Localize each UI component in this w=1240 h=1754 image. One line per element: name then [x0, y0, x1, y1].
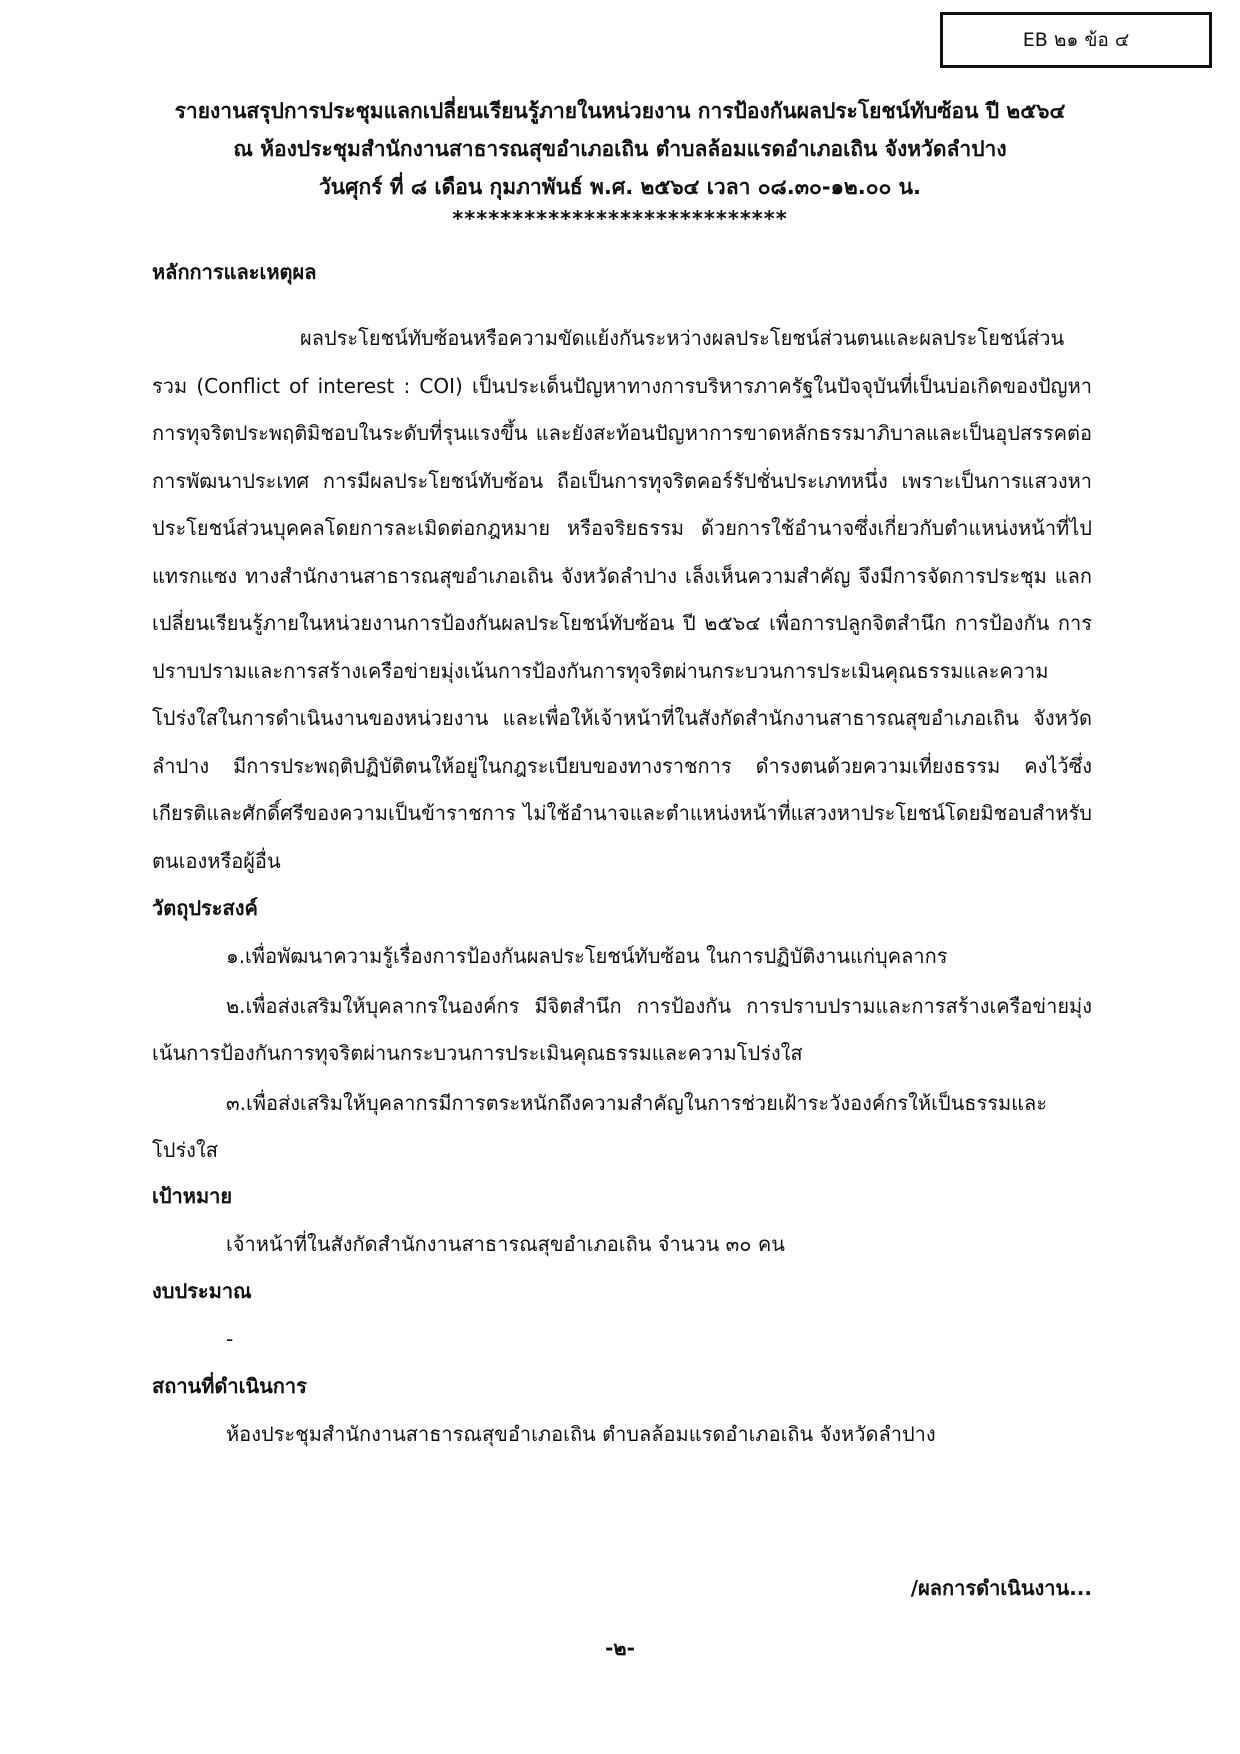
header-datetime: วันศุกร์ ที่ ๘ เดือน กุมภาพันธ์ พ.ศ. ๒๕๖๔ เวลา ๐๘.๓๐-๑๒.๐๐ น. [318, 175, 922, 199]
section-heading-target: เป้าหมาย [152, 1183, 233, 1208]
principle-paragraph: ผลประโยชน์ทับซ้อนหรือความขัดแย้งกันระหว่างผลประโยชน์ส่วนตนและผลประโยชน์ส่วนรวม (Conflict of interest : COI) เป็นประเด็นปัญหาทางการบริหารภาครัฐในปัจจุบันที่เป็นบ่อเกิดของปัญหาการทุจริตประพฤติมิชอบในระดับที่รุนแรงขึ้น และยังสะท้อนปัญหาการขาดหลักธรรมาภิบาลและเป็นอุปสรรคต่อการพัฒนาประเทศ การมีผลประโยชน์ทับซ้อน ถือเป็นการทุจริตคอร์รัปชั่นประเภทหนึ่ง เพราะเป็นการแสวงหาประโยชน์ส่วนบุคคลโดยการละเมิดต่อกฎหมาย หรือจริยธรรม ด้วยการใช้อำนาจซึ่งเกี่ยวกับตำแหน่งหน้าที่ไปแทรกแซง ทางสำนักงานสาธารณสุขอำเภอเถิน จังหวัดลำปาง เล็งเห็นความสำคัญ จึงมีการจัดการประชุม แลกเปลี่ยนเรียนรู้ภายในหน่วยงานการป้องกันผลประโยชน์ทับซ้อน ปี ๒๕๖๔ เพื่อการปลูกจิตสำนึก การป้องกัน การปราบปรามและการสร้างเครือข่ายมุ่งเน้นการป้องกันการทุจริตผ่านกระบวนการประเมินคุณธรรมและความโปร่งใสในการดำเนินงานของหน่วยงาน และเพื่อให้เจ้าหน้าที่ในสังกัดสำนักงานสาธารณสุขอำเภอเถิน จังหวัดลำปาง มีการประพฤติปฏิบัติตนให้อยู่ในกฎระเบียบของทางราชการ ดำรงตนด้วยความเที่ยงธรรม คงไว้ซึ่งเกียรติและศักดิ์ศรีของความเป็นข้าราชการ ไม่ใช้อำนาจและตำแหน่งหน้าที่แสวงหาประโยชน์โดยมิชอบสำหรับตนเองหรือผู้อื่น [152, 326, 1092, 873]
venue-text: ห้องประชุมสำนักงานสาธารณสุขอำเภอเถิน ตำบลล้อมแรดอำเภอเถิน จังหวัดลำปาง [226, 1421, 936, 1446]
section-heading-venue: สถานที่ดำเนินการ [152, 1373, 307, 1398]
document-body [152, 255, 1092, 1458]
section-heading-objectives: วัตถุประสงค์ [152, 896, 258, 920]
section-heading-budget: งบประมาณ [152, 1278, 252, 1303]
continued-marker: /ผลการดำเนินงาน... [910, 1576, 1092, 1600]
objective-item-3: ๓.เพื่อส่งเสริมให้บุคลากรมีการตระหนักถึงความสำคัญในการช่วยเฝ้าระวังองค์กรให้เป็นธรรมและโปร่งใส [152, 1090, 1048, 1162]
target-text: เจ้าหน้าที่ในสังกัดสำนักงานสาธารณสุขอำเภอเถิน จำนวน ๓๐ คน [226, 1231, 785, 1256]
document-reference: EB ๒๑ ข้อ ๔ [1022, 29, 1130, 51]
header-location: ณ ห้องประชุมสำนักงานสาธารณสุขอำเภอเถิน ตำบลล้อมแรดอำเภอเถิน จังหวัดลำปาง [233, 137, 1007, 161]
document-reference-box [940, 12, 1212, 68]
objective-item-1: ๑.เพื่อพัฒนาความรู้เรื่องการป้องกันผลประโยชน์ทับซ้อน ในการปฏิบัติงานแก่บุคลากร [226, 944, 948, 968]
document-header [100, 92, 1140, 232]
page-number: -๒- [605, 1636, 635, 1660]
budget-text: - [226, 1326, 234, 1351]
header-title: รายงานสรุปการประชุมแลกเปลี่ยนเรียนรู้ภายในหน่วยงาน การป้องกันผลประโยชน์ทับซ้อน ปี ๒๕๖๔ [174, 99, 1066, 123]
header-divider: **************************** [452, 207, 788, 231]
section-heading-principle: หลักการและเหตุผล [152, 260, 317, 284]
objective-item-2: ๒.เพื่อส่งเสริมให้บุคลากรในองค์กร มีจิตสำนึก การป้องกัน การปราบปรามและการสร้างเครือข่ายมุ่งเน้นการป้องกันการทุจริตผ่านกระบวนการประเมินคุณธรรมและความโปร่งใส [152, 993, 1092, 1065]
